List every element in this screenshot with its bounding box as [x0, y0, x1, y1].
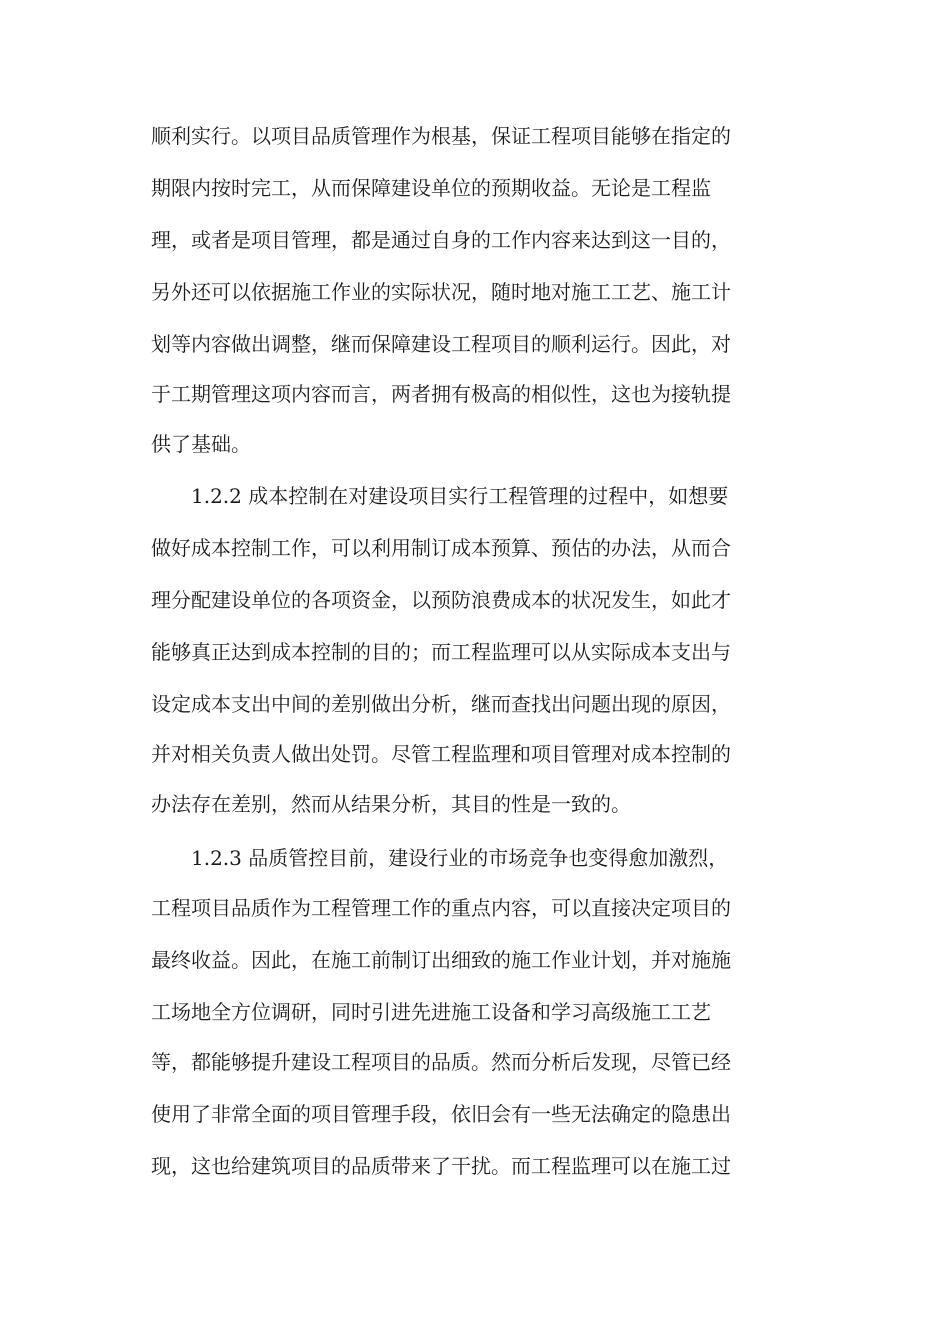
- section-heading-line: 1.2.2 成本控制在对建设项目实行工程管理的过程中，如想要: [191, 484, 729, 508]
- text-line: 理分配建设单位的各项资金，以预防浪费成本的状况发生，如此才: [151, 588, 731, 612]
- text-line: 办法存在差别，然而从结果分析，其目的性是一致的。: [151, 792, 631, 816]
- text-line: 最终收益。因此，在施工前制订出细致的施工作业计划，并对施施: [151, 948, 731, 972]
- text-line: 顺利实行。以项目品质管理作为根基，保证工程项目能够在指定的: [151, 124, 731, 148]
- text-line: 等，都能够提升建设工程项目的品质。然而分析后发现，尽管已经: [151, 1050, 731, 1074]
- text-line: 划等内容做出调整，继而保障建设工程项目的顺利运行。因此，对: [151, 332, 731, 356]
- text-line: 设定成本支出中间的差别做出分析，继而查找出问题出现的原因，: [151, 692, 731, 716]
- text-line: 另外还可以依据施工作业的实际状况，随时地对施工工艺、施工计: [151, 280, 731, 304]
- text-line: 并对相关负责人做出处罚。尽管工程监理和项目管理对成本控制的: [151, 742, 731, 766]
- text-line: 使用了非常全面的项目管理手段，依旧会有一些无法确定的隐患出: [151, 1102, 731, 1126]
- text-line: 能够真正达到成本控制的目的；而工程监理可以从实际成本支出与: [151, 640, 731, 664]
- text-line: 现，这也给建筑项目的品质带来了干扰。而工程监理可以在施工过: [151, 1154, 731, 1178]
- text-line: 工场地全方位调研，同时引进先进施工设备和学习高级施工工艺: [151, 1000, 711, 1024]
- text-line: 工程项目品质作为工程管理工作的重点内容，可以直接决定项目的: [151, 896, 731, 920]
- text-line: 期限内按时完工，从而保障建设单位的预期收益。无论是工程监: [151, 176, 711, 200]
- text-line: 做好成本控制工作，可以利用制订成本预算、预估的办法，从而合: [151, 536, 731, 560]
- text-line: 理，或者是项目管理，都是通过自身的工作内容来达到这一目的，: [151, 228, 731, 252]
- section-heading-line: 1.2.3 品质管控目前，建设行业的市场竞争也变得愈加激烈，: [191, 846, 729, 870]
- text-line: 于工期管理这项内容而言，两者拥有极高的相似性，这也为接轨提: [151, 382, 731, 406]
- text-line: 供了基础。: [151, 432, 251, 456]
